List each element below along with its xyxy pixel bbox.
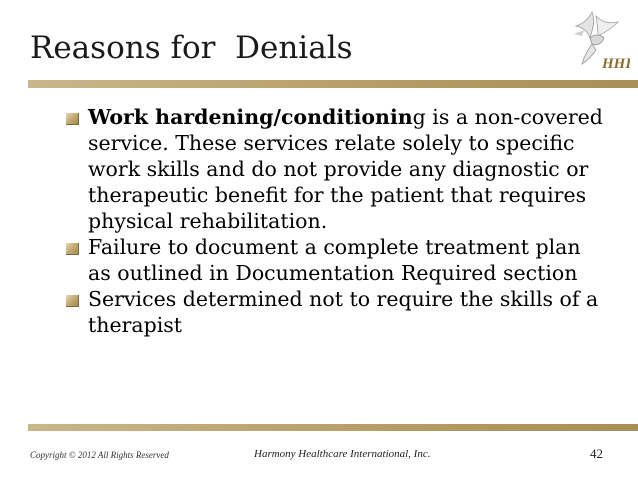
bullet-list (66, 104, 606, 338)
bottom-divider (28, 424, 638, 431)
slide-title: Reasons for Denials (30, 30, 353, 66)
logo-text: HHI (602, 56, 630, 72)
top-divider (28, 80, 638, 88)
square-bullet-icon (66, 243, 79, 255)
footer-company: Harmony Healthcare International, Inc. (254, 448, 431, 460)
bullet-item (66, 286, 606, 338)
bullet-text: g is a non-covered service. These services relate solely to specific work skills and do not provide any diagnostic or therapeutic benefit for the patient that requires physical rehabilitation. (88, 105, 603, 233)
dove-logo-icon (562, 6, 630, 80)
bullet-item (66, 104, 606, 234)
square-bullet-icon (66, 113, 79, 125)
bullet-bold-text: Work hardening/conditionin (88, 105, 413, 129)
page-number: 42 (590, 446, 603, 461)
square-bullet-icon (66, 295, 79, 307)
company-logo (562, 6, 630, 80)
bullet-text: Failure to document a complete treatment plan as outlined in Documentation Required section (88, 235, 581, 285)
footer-copyright: Copyright © 2012 All Rights Reserved (30, 450, 169, 460)
bullet-text: Services determined not to require the skills of a therapist (88, 287, 599, 337)
bullet-item (66, 234, 606, 286)
